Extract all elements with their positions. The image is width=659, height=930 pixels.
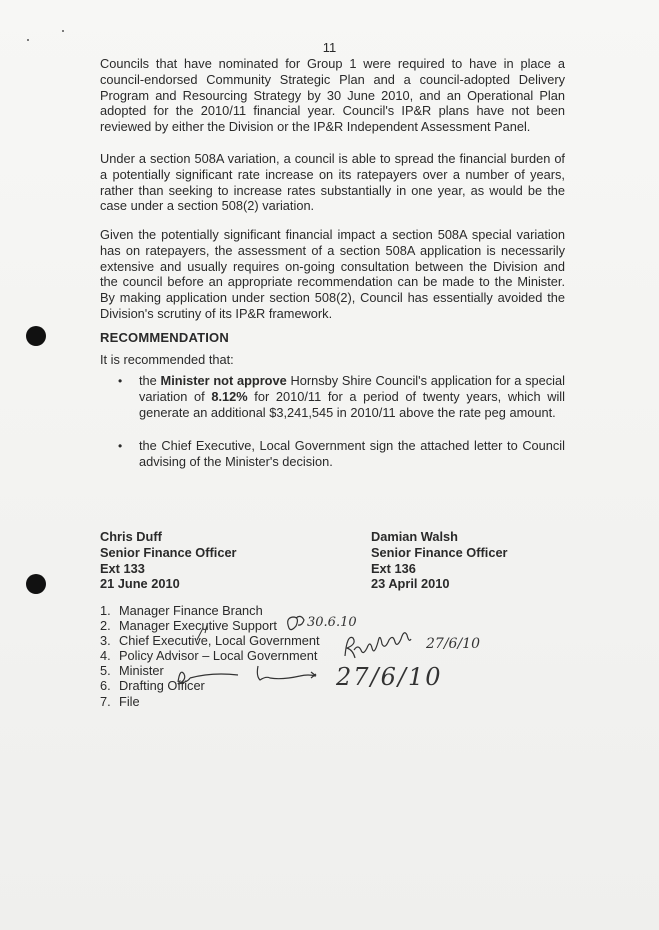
distribution-item: 7. File [100,693,140,709]
paragraph-financial-impact: Given the potentially significant financial impact a section 508A special variation has on ratepayers, the assessment of a section 508A application is necessarily extensive and usually requires on-going consultation between the Division and the council before an appropriate recommendation can be made to the Minister. By making application under section 508(2), Council has essentially avoided the Division's scrutiny of its IP&R framework. [100,227,565,321]
distribution-item: 3. Chief Executive, Local Government [100,633,320,649]
distribution-item: 5. Minister [100,663,164,679]
recommendation-item-2: the Chief Executive, Local Government sign the attached letter to Council advising of the Minister's decision. [139,438,565,469]
signatory-block-left [100,529,237,592]
distribution-item: 2. Manager Executive Support [100,618,277,634]
recommendation-item-1: the Minister not approve Hornsby Shire Council's application for a special variation of 8.12% for 2010/11 for a period of twenty years, which will generate an additional $3,241,545 in 2010/11 above the rate peg amount. [139,373,565,420]
signatory-block-right [371,529,508,592]
signatory-ext: Ext 133 [100,560,145,576]
recommendation-intro: It is recommended that: [100,352,234,367]
bold-minister-not-approve: Minister not approve [160,373,287,388]
distribution-item: 6. Drafting Officer [100,678,205,694]
distribution-list [100,603,320,709]
distribution-item: 1. Manager Finance Branch [100,603,263,618]
handwritten-date-minister: 27/6/10 [336,663,443,691]
page-number: 11 [322,40,337,55]
paragraph-ipr-plans: Councils that have nominated for Group 1 were required to have in place a council-endorsed Community Strategic Plan and a council-adopted Delivery Program and Resourcing Strategy by 30 June 2010, and an Operational Plan adopted for the 2010/11 financial year. Council's IP&R plans have not been reviewed by either the Division or the IP&R Independent Assessment Panel. [100,56,565,135]
bullet-marker: • [118,374,123,388]
signatory-date: 23 April 2010 [371,576,450,592]
distribution-item: 4. Policy Advisor – Local Government [100,648,318,664]
bold-percentage: 8.12% [211,388,248,404]
signatory-name: Chris Duff [100,529,162,544]
chief-exec-signature [345,633,411,658]
handwritten-date-chief-exec: 27/6/10 [426,636,480,652]
signatory-name: Damian Walsh [371,529,458,544]
scan-speck [62,30,64,32]
punch-hole [26,574,46,594]
handwritten-date-exec-support: 30.6.10 [307,615,357,630]
signatory-ext: Ext 136 [371,560,416,576]
signatory-title: Senior Finance Officer [100,544,237,560]
recommendation-heading: RECOMMENDATION [100,330,229,345]
bullet-marker: • [118,439,123,453]
paragraph-508a-variation: Under a section 508A variation, a council is able to spread the financial burden of a potentially significant rate increase on its ratepayers over a number of years, rather than seeking to increase rates substantially in one year, as would be the case under a section 508(2) variation. [100,151,565,214]
punch-hole [26,326,46,346]
signatory-title: Senior Finance Officer [371,544,508,560]
signatory-date: 21 June 2010 [100,576,180,592]
